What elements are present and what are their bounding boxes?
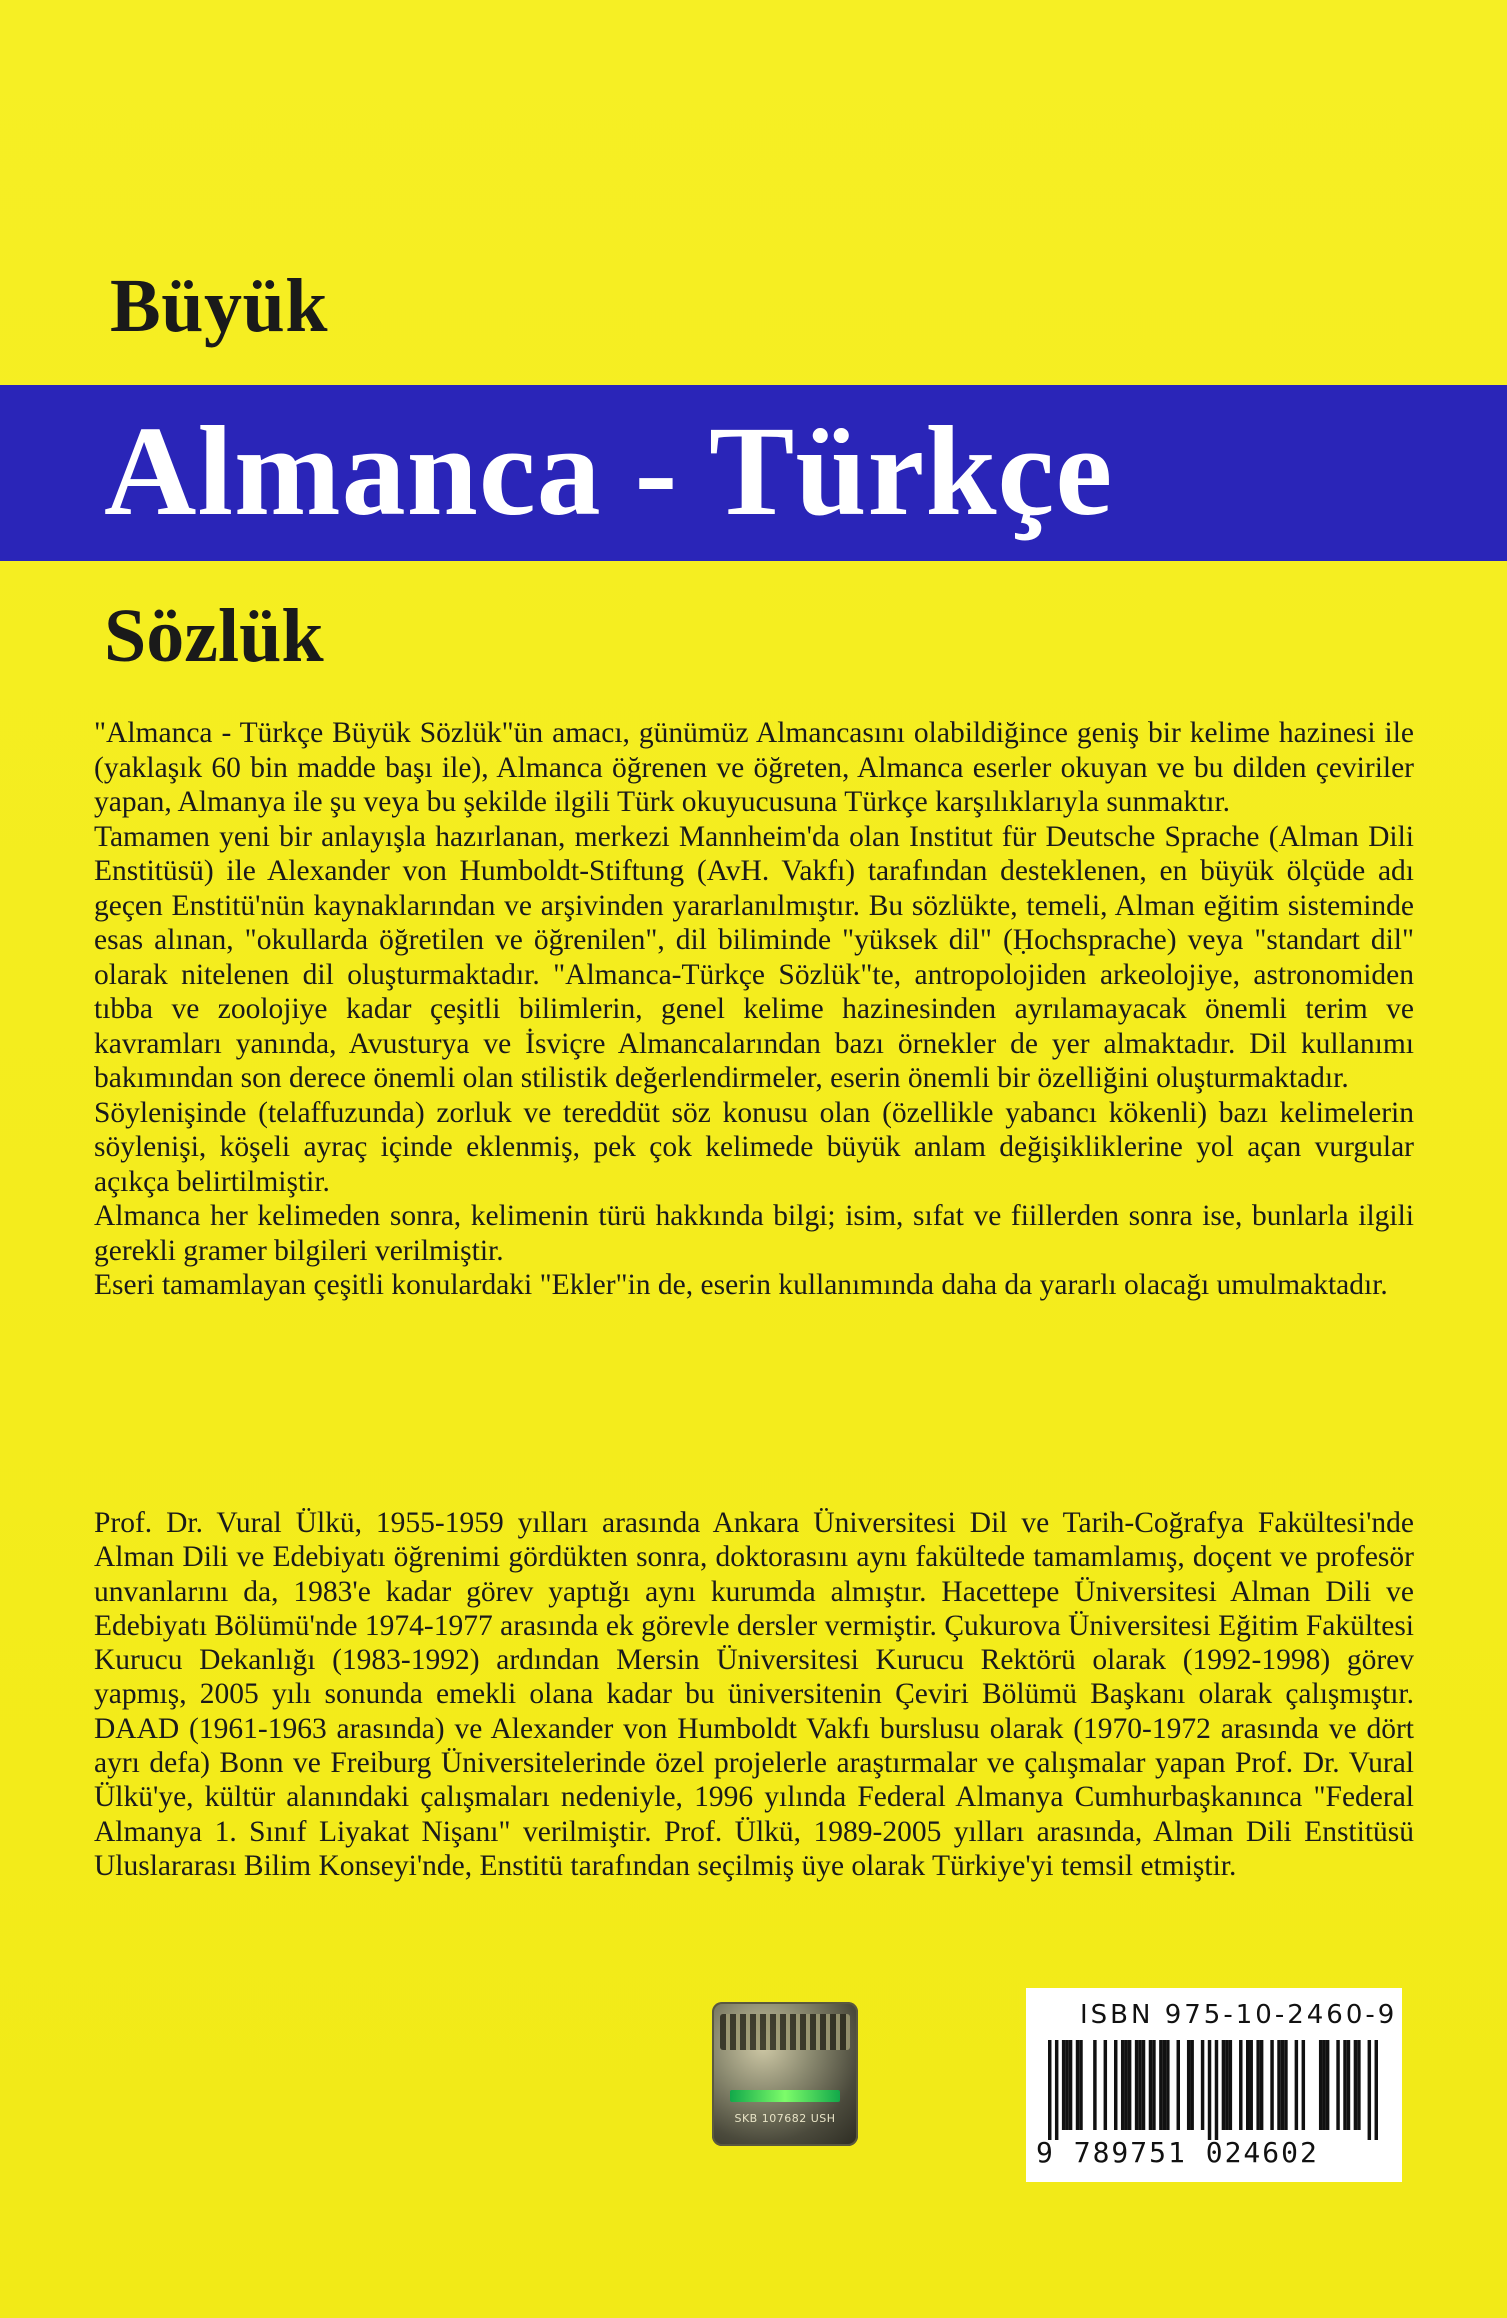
hologram-pattern [720,2014,850,2050]
barcode-bar [1166,2040,1169,2130]
isbn-label: ISBN 975-10-2460-9 [1080,2000,1398,2030]
barcode-bar [1326,2040,1329,2130]
book-title: Almanca - Türkçe [104,400,1114,542]
biography-text: Prof. Dr. Vural Ülkü, 1955-1959 yılları arasında Ankara Üniversitesi Dil ve Tarih-Coğrafya Fakültesi'nde Alman Dili ve Edebiyatı öğrenimi gördükten sonra, doktorasını aynı fakültede tamamlamış, doçent ve profesör unvanlarını da, 1983'e kadar görev yaptığı aynı kurumda almıştır. Hacettepe Üniversitesi Alman Dili ve Edebiyatı Bölümü'nde 1974-1977 arasında ek görevle dersler vermiştir. Çukurova Üniversitesi Eğitim Fakültesi Kurucu Dekanlığı (1983-1992) ardından Mersin Üniversitesi Kurucu Rektörü olarak (1992-1998) görev yapmış, 2005 yılı sonunda emekli olana kadar bu üniversitenin Çeviri Bölümü Başkanı olarak çalışmıştır. DAAD (1961-1963 arasında) ve Alexander von Humboldt Vakfı burslusu olarak (1970-1972 arasında ve dört ayrı defa) Bonn ve Freiburg Üniversitelerinde özel projelerle araştırmalar ve çalışmalar yapan Prof. Dr. Vural Ülkü'ye, kültür alanındaki çalışmaları nedeniyle, 1996 yılında Federal Almanya Cumhurbaşkanınca "Federal Almanya 1. Sınıf Liyakat Nişanı" verilmiştir. Prof. Ülkü, 1989-2005 yılları arasında, Alman Dili Enstitüsü Uluslararası Bilim Konseyi'nde, Enstitü tarafından seçilmiş üye olarak Türkiye'yi temsil etmiştir. [94,1507,1414,1882]
barcode-bar [1055,2040,1058,2140]
barcode-bar [1152,2040,1155,2130]
barcode-bar [1163,2040,1166,2130]
title-band [0,385,1507,561]
barcode-icon [1048,2040,1378,2140]
barcode-bar [1284,2040,1287,2130]
barcode-bar [1065,2040,1068,2130]
barcode-bar [1357,2040,1360,2130]
barcode-bar [1128,2040,1131,2130]
barcode-bar [1104,2040,1107,2130]
barcode-bar [1076,2040,1079,2130]
description-paragraph: Söylenişinde (telaffuzunda) zorluk ve tereddüt söz konusu olan (özellikle yabancı kökenli) bazı kelimelerin söylenişi, köşeli ayraç içinde eklenmiş, pek çok kelimede büyük anlam değişikliklerine yol açan vurgular açıkça belirtilmiştir. [94,1096,1414,1198]
barcode-bar [1229,2040,1232,2130]
barcode-bar [1048,2040,1051,2140]
description-paragraph: Tamamen yeni bir anlayışla hazırlanan, merkezi Mannheim'da olan Institut für Deutsche Sprache (Alman Dili Enstitüsü) ile Alexander von Humboldt-Stiftung (AvH. Vakfı) tarafından desteklenen, en büyük ölçüde adı geçen Enstitü'nün kaynaklarından ve arşivinden yararlanılmıştır. Bu sözlükte, temeli, Alman eğitim sisteminde esas alınan, "okullarda öğretilen ve öğrenilen", dil biliminde "yüksek dil" (Ḥochsprache) veya "standart dil" olarak nitelenen dil oluşturmaktadır. "Almanca-Türkçe Sözlük"te, antropolojiden arkeolojiye, astronomiden tıbba ve zoolojiye kadar çeşitli bilimlerin, genel kelime hazinesinden ayrılamayacak önemli terim ve kavramları yanında, Avusturya ve İsviçre Almancalarından bazı örnekler de yer almaktadır. Dil kullanımı bakımından son derece önemli olan stilistik değerlendirmeler, eserin önemli bir özelliğini oluşturmaktadır. [94,820,1414,1094]
barcode-bar [1190,2040,1193,2130]
barcode-bar [1277,2040,1280,2130]
barcode-bar [1368,2040,1371,2140]
barcode-bar [1281,2040,1284,2130]
title-prefix: Büyük [110,264,328,348]
barcode-bar [1302,2040,1305,2130]
barcode-bar [1336,2040,1339,2130]
barcode-bar [1270,2040,1273,2130]
barcode-bar [1121,2040,1124,2130]
barcode-bar [1135,2040,1138,2130]
isbn-barcode-box [1026,1988,1402,2182]
author-biography [94,1506,1414,1883]
barcode-bar [1201,2040,1204,2130]
description-paragraph: Eseri tamamlayan çeşitli konulardaki "Ekler"in de, eserin kullanımında daha da yararlı olacağı umulmaktadır. [94,1269,1388,1301]
barcode-bar [1222,2040,1225,2130]
barcode-bar [1079,2040,1082,2130]
hologram-code: SKB 107682 USH [734,2112,836,2125]
barcode-bar [1142,2040,1145,2130]
book-description [94,716,1414,1303]
barcode-bar [1114,2040,1117,2130]
barcode-bar [1138,2040,1141,2130]
barcode-bar [1225,2040,1228,2130]
barcode-bar [1354,2040,1357,2130]
barcode-bar [1239,2040,1242,2130]
barcode-bar [1260,2040,1263,2130]
description-paragraph: Almanca her kelimeden sonra, kelimenin türü hakkında bilgi; isim, sıfat ve fiillerden sonra ise, bunlarla ilgili gerekli gramer bilgileri verilmiştir. [94,1200,1414,1267]
hologram-green-strip [730,2090,840,2102]
barcode-bar [1062,2040,1065,2130]
barcode-bar [1375,2040,1378,2140]
barcode-bar [1322,2040,1325,2130]
barcode-bar [1215,2040,1218,2140]
ean-number: 9 789751 024602 [1036,2136,1319,2169]
barcode-bar [1347,2040,1350,2130]
title-suffix: Sözlük [104,594,324,678]
barcode-bar [1343,2040,1346,2130]
barcode-bar [1093,2040,1096,2130]
barcode-bar [1249,2040,1252,2130]
hologram-sticker [712,2002,858,2146]
barcode-bar [1319,2040,1322,2130]
description-paragraph: "Almanca - Türkçe Büyük Sözlük"ün amacı, günümüz Almancasını olabildiğince geniş bir kelime hazinesi ile (yaklaşık 60 bin madde başı ile), Almanca öğrenen ve öğreten, Almanca eserler okuyan ve bu dilden çeviriler yapan, Almanya ile şu veya bu şekilde ilgili Türk okuyucusuna Türkçe karşılıklarıyla sunmaktır. [94,717,1414,818]
barcode-bar [1256,2040,1259,2130]
barcode-bar [1069,2040,1072,2130]
barcode-bar [1295,2040,1298,2130]
barcode-bar [1149,2040,1152,2130]
barcode-bar [1187,2040,1190,2130]
barcode-bar [1159,2040,1162,2130]
barcode-bar [1208,2040,1211,2140]
barcode-bar [1177,2040,1180,2130]
barcode-bar [1246,2040,1249,2130]
barcode-bar [1124,2040,1127,2130]
